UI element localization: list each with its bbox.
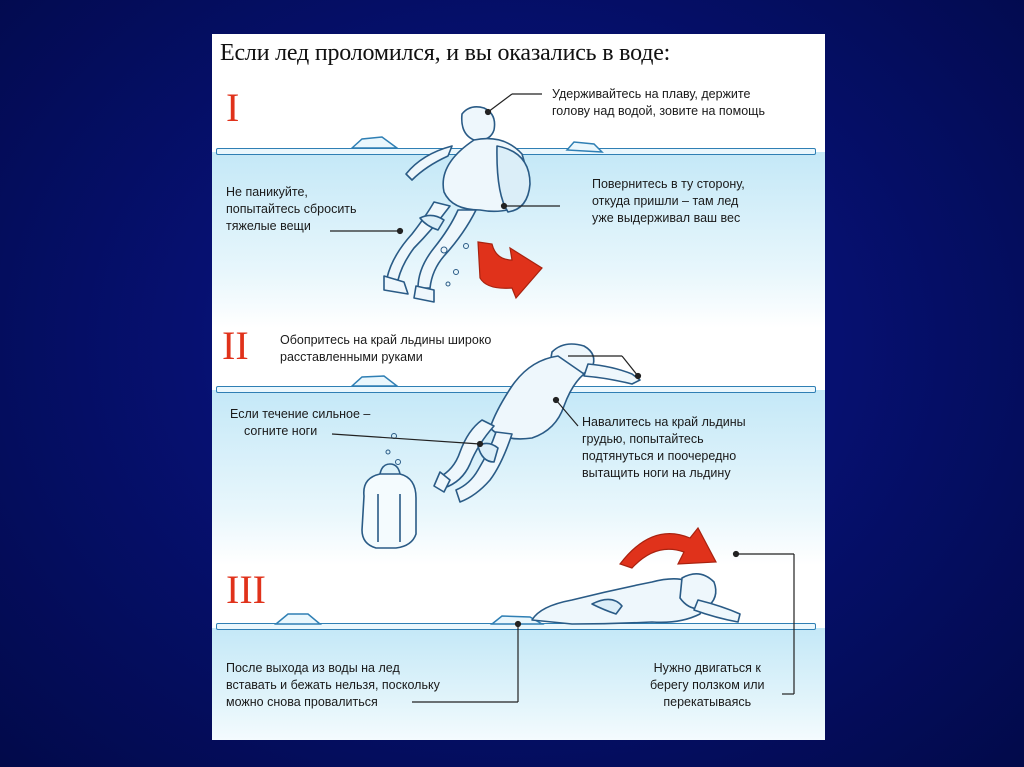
stage-numeral-2: II — [222, 323, 249, 368]
note-line: Удерживайтесь на плаву, держите — [552, 87, 751, 101]
note-stage2-right — [582, 414, 746, 482]
ice-chunk — [352, 376, 397, 386]
ice-chunk — [352, 137, 397, 148]
note-line: вставать и бежать нельзя, поскольку — [226, 678, 440, 692]
note-line: подтянуться и поочередно — [582, 449, 737, 463]
note-line: Если течение сильное – — [230, 407, 371, 421]
roll-arrow-icon — [620, 528, 716, 568]
crawling-figure-3 — [532, 574, 740, 624]
ice-chunk — [567, 142, 602, 152]
note-line: берегу ползком или — [650, 678, 765, 692]
bubble — [454, 270, 459, 275]
note-line: уже выдерживал ваш вес — [592, 211, 741, 225]
note-line: вытащить ноги на льдину — [582, 466, 731, 480]
bubble — [386, 450, 390, 454]
stage-numeral-1: I — [226, 85, 240, 130]
note-line: Не паникуйте, — [226, 185, 308, 199]
bubble — [396, 460, 401, 465]
bubble — [446, 282, 450, 286]
note-stage2-top — [280, 332, 491, 366]
note-line: После выхода из воды на лед — [226, 661, 400, 675]
backpack-icon — [362, 464, 416, 548]
note-line: согните ноги — [244, 424, 318, 438]
note-stage1-left — [226, 184, 357, 235]
note-line: можно снова провалиться — [226, 695, 378, 709]
bubble — [464, 244, 469, 249]
turn-arrow-icon — [478, 242, 542, 298]
ice-chunk — [276, 614, 320, 624]
note-line: расставленными руками — [280, 350, 423, 364]
note-line: грудью, попытайтесь — [582, 432, 704, 446]
note-stage1-right — [592, 176, 745, 227]
note-line: попытайтесь сбросить — [226, 202, 357, 216]
note-line: откуда пришли – там лед — [592, 194, 739, 208]
note-line: тяжелые вещи — [226, 219, 311, 233]
note-line: голову над водой, зовите на помощь — [552, 104, 765, 118]
note-line: Навалитесь на край льдины — [582, 415, 746, 429]
note-line: Нужно двигаться к — [653, 661, 761, 675]
note-stage3-left — [226, 660, 440, 711]
note-stage2-left — [230, 406, 370, 440]
note-stage3-right — [650, 660, 765, 711]
note-line: Обопритесь на край льдины широко — [280, 333, 492, 347]
callout-line — [488, 94, 512, 112]
stage-numeral-3: III — [226, 567, 266, 612]
note-stage1-top-right — [552, 86, 765, 120]
infographic-poster — [212, 34, 825, 740]
illustrations — [212, 34, 825, 740]
note-line: Повернитесь в ту сторону, — [592, 177, 745, 191]
note-line: перекатываясь — [663, 695, 752, 709]
page-title: Если лед проломился, и вы оказались в воде: — [220, 40, 671, 66]
